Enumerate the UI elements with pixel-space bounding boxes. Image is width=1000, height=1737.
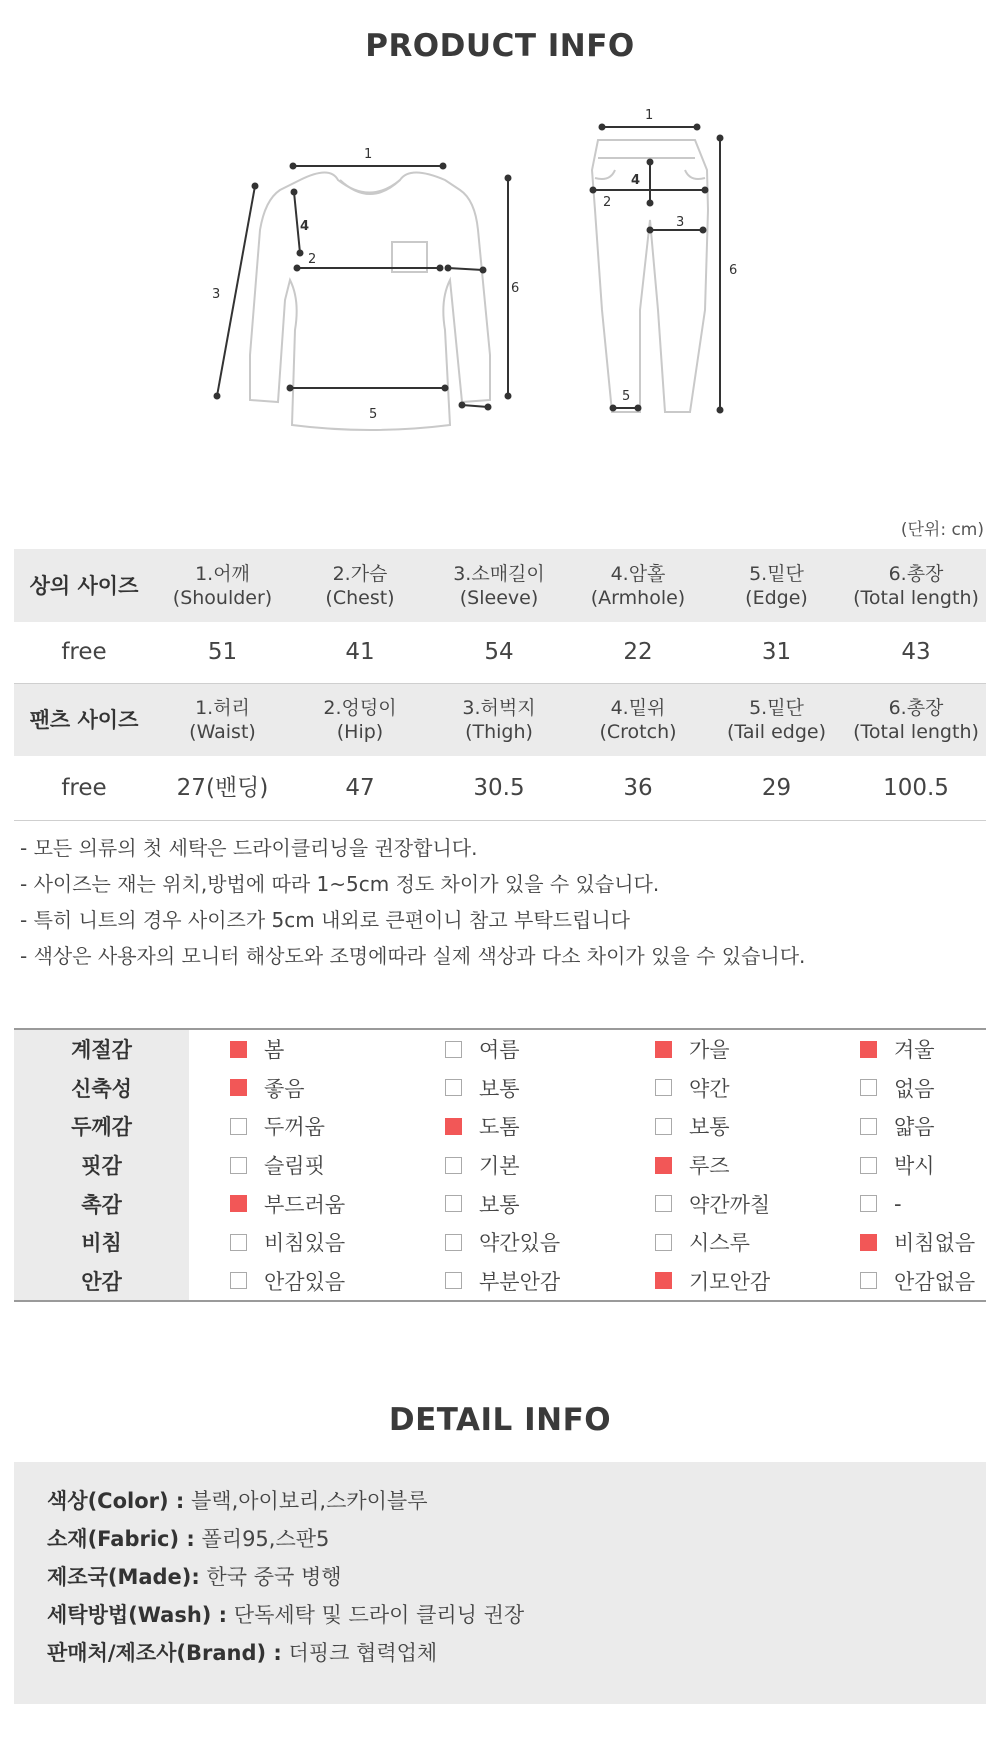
property-row bbox=[14, 1184, 986, 1223]
property-option bbox=[230, 1111, 325, 1141]
pants-value-cell: 30.5 bbox=[429, 756, 569, 820]
property-option bbox=[655, 1189, 770, 1219]
pants-col-header: 1.허리 (Waist) bbox=[154, 683, 291, 756]
pants-col-header: 6.총장 (Total length) bbox=[846, 683, 986, 756]
checked-box-icon bbox=[655, 1041, 672, 1058]
property-row bbox=[14, 1107, 986, 1146]
unchecked-box-icon bbox=[445, 1234, 462, 1251]
top-col-header: 4.암홀 (Armhole) bbox=[569, 549, 707, 622]
checked-box-icon bbox=[860, 1234, 877, 1251]
option-label: 안감있음 bbox=[264, 1269, 346, 1294]
unchecked-box-icon bbox=[655, 1234, 672, 1251]
note-line: - 모든 의류의 첫 세탁은 드라이클리닝을 권장합니다. bbox=[20, 836, 478, 860]
pants-value-cell: 29 bbox=[707, 756, 846, 820]
unchecked-box-icon bbox=[445, 1079, 462, 1096]
property-name: 두께감 bbox=[71, 1115, 132, 1140]
top-col-header: 6.총장 (Total length) bbox=[846, 549, 986, 622]
fabric-property-table bbox=[14, 1028, 986, 1302]
unchecked-box-icon bbox=[860, 1195, 877, 1212]
unchecked-box-icon bbox=[230, 1157, 247, 1174]
pants-col-header: 3.허벅지 (Thigh) bbox=[429, 683, 569, 756]
property-option bbox=[655, 1034, 730, 1064]
detail-info-title: DETAIL INFO bbox=[388, 1402, 612, 1438]
option-label: 보통 bbox=[479, 1076, 520, 1101]
property-option bbox=[230, 1227, 345, 1257]
pants-value-cell: 100.5 bbox=[846, 756, 986, 820]
option-label: 안감없음 bbox=[894, 1269, 976, 1294]
top-row-label: free bbox=[14, 622, 154, 683]
pants-row-label: free bbox=[14, 756, 154, 820]
unchecked-box-icon bbox=[655, 1118, 672, 1135]
size-measurement-diagram bbox=[0, 100, 1000, 480]
property-option bbox=[655, 1227, 750, 1257]
property-name: 신축성 bbox=[71, 1076, 132, 1101]
pants-label-5: 5 bbox=[622, 389, 631, 404]
property-name: 비침 bbox=[81, 1231, 122, 1256]
size-table bbox=[14, 549, 986, 821]
option-label: - bbox=[894, 1191, 902, 1216]
detail-row-made: 제조국(Made): 한국 중국 병행 bbox=[47, 1565, 342, 1589]
option-label: 없음 bbox=[894, 1076, 935, 1101]
note-line: - 사이즈는 재는 위치,방법에 따라 1~5cm 정도 차이가 있을 수 있습니다. bbox=[20, 872, 660, 896]
property-name: 안감 bbox=[81, 1269, 122, 1294]
checked-box-icon bbox=[230, 1195, 247, 1212]
option-label: 약간까칠 bbox=[689, 1192, 771, 1217]
top-col-header: 5.밑단 (Edge) bbox=[707, 549, 846, 622]
property-option bbox=[655, 1073, 730, 1103]
product-info-title: PRODUCT INFO bbox=[365, 28, 635, 64]
checked-box-icon bbox=[860, 1041, 877, 1058]
checked-box-icon bbox=[655, 1157, 672, 1174]
option-label: 여름 bbox=[479, 1038, 520, 1063]
unchecked-box-icon bbox=[445, 1272, 462, 1289]
option-label: 도톰 bbox=[479, 1115, 520, 1140]
option-label: 약간 bbox=[689, 1076, 730, 1101]
top-label-5: 5 bbox=[369, 407, 378, 422]
option-label: 가을 bbox=[689, 1038, 730, 1063]
top-value-cell: 22 bbox=[569, 622, 707, 683]
property-option bbox=[445, 1150, 520, 1180]
top-size-value-row bbox=[14, 622, 986, 683]
property-option bbox=[230, 1189, 345, 1219]
pants-label-4: 4 bbox=[631, 173, 641, 188]
unchecked-box-icon bbox=[860, 1272, 877, 1289]
pants-label-1: 1 bbox=[645, 108, 654, 123]
top-label-6: 6 bbox=[511, 281, 520, 296]
property-option bbox=[655, 1266, 770, 1296]
top-col-header: 3.소매길이 (Sleeve) bbox=[429, 549, 569, 622]
property-option bbox=[655, 1150, 730, 1180]
property-option bbox=[860, 1227, 975, 1257]
pants-value-cell: 27(밴딩) bbox=[154, 756, 291, 820]
option-label: 약간있음 bbox=[479, 1231, 561, 1256]
property-option bbox=[860, 1150, 935, 1180]
property-name: 계절감 bbox=[71, 1038, 132, 1063]
property-row bbox=[14, 1069, 986, 1108]
property-option bbox=[445, 1227, 560, 1257]
unchecked-box-icon bbox=[860, 1157, 877, 1174]
unchecked-box-icon bbox=[445, 1041, 462, 1058]
unchecked-box-icon bbox=[445, 1195, 462, 1212]
option-label: 슬림핏 bbox=[264, 1154, 325, 1179]
checked-box-icon bbox=[230, 1041, 247, 1058]
option-label: 얇음 bbox=[894, 1115, 935, 1140]
property-option bbox=[445, 1034, 520, 1064]
top-label-4: 4 bbox=[300, 219, 310, 234]
option-label: 좋음 bbox=[264, 1076, 305, 1101]
unchecked-box-icon bbox=[230, 1118, 247, 1135]
property-option bbox=[655, 1111, 730, 1141]
property-row bbox=[14, 1146, 986, 1185]
pants-label-3: 3 bbox=[676, 215, 685, 230]
option-label: 비침있음 bbox=[264, 1231, 346, 1256]
option-label: 시스루 bbox=[689, 1231, 750, 1256]
property-row bbox=[14, 1030, 986, 1069]
detail-info-box bbox=[14, 1462, 986, 1704]
option-label: 보통 bbox=[689, 1115, 730, 1140]
detail-row-brand: 판매처/제조사(Brand) : 더핑크 협력업체 bbox=[47, 1641, 438, 1665]
property-option bbox=[230, 1150, 325, 1180]
property-name: 핏감 bbox=[81, 1154, 122, 1179]
unchecked-box-icon bbox=[860, 1118, 877, 1135]
top-garment-outline bbox=[250, 173, 490, 431]
pants-col-header: 5.밑단 (Tail edge) bbox=[707, 683, 846, 756]
property-option bbox=[230, 1266, 345, 1296]
property-row bbox=[14, 1262, 986, 1301]
property-row bbox=[14, 1223, 986, 1262]
note-line: - 특히 니트의 경우 사이즈가 5cm 내외로 큰편이니 참고 부탁드립니다 bbox=[20, 908, 630, 932]
property-option bbox=[860, 1111, 935, 1141]
detail-row-fabric: 소재(Fabric) : 폴리95,스판5 bbox=[47, 1527, 330, 1551]
pants-size-header-row bbox=[14, 683, 986, 756]
property-option bbox=[230, 1073, 305, 1103]
property-option bbox=[860, 1073, 935, 1103]
pants-value-cell: 47 bbox=[291, 756, 429, 820]
unchecked-box-icon bbox=[445, 1157, 462, 1174]
checked-box-icon bbox=[445, 1118, 462, 1135]
care-notes bbox=[20, 830, 805, 974]
option-label: 두꺼움 bbox=[264, 1115, 325, 1140]
unchecked-box-icon bbox=[655, 1195, 672, 1212]
top-col-header: 1.어깨 (Shoulder) bbox=[154, 549, 291, 622]
top-size-header-row bbox=[14, 549, 986, 622]
option-label: 기본 bbox=[479, 1154, 520, 1179]
option-label: 겨울 bbox=[894, 1038, 935, 1063]
detail-row-color: 색상(Color) : 블랙,아이보리,스카이블루 bbox=[47, 1489, 428, 1513]
property-option bbox=[445, 1266, 560, 1296]
top-value-cell: 54 bbox=[429, 622, 569, 683]
pants-size-label: 팬츠 사이즈 bbox=[14, 683, 154, 756]
option-label: 루즈 bbox=[689, 1154, 730, 1179]
pants-label-2: 2 bbox=[603, 195, 612, 210]
unchecked-box-icon bbox=[655, 1079, 672, 1096]
top-value-cell: 31 bbox=[707, 622, 846, 683]
pants-label-6: 6 bbox=[729, 263, 738, 278]
property-option bbox=[860, 1192, 902, 1216]
note-line: - 색상은 사용자의 모니터 해상도와 조명에따라 실제 색상과 다소 차이가 있을 수 있습니다. bbox=[20, 944, 806, 968]
unchecked-box-icon bbox=[860, 1079, 877, 1096]
detail-row-wash: 세탁방법(Wash) : 단독세탁 및 드라이 클리닝 권장 bbox=[47, 1603, 525, 1627]
property-option bbox=[445, 1111, 520, 1141]
top-col-header: 2.가슴 (Chest) bbox=[291, 549, 429, 622]
checked-box-icon bbox=[230, 1079, 247, 1096]
top-value-cell: 43 bbox=[846, 622, 986, 683]
checked-box-icon bbox=[655, 1272, 672, 1289]
property-name: 촉감 bbox=[81, 1192, 122, 1217]
top-size-label: 상의 사이즈 bbox=[14, 549, 154, 622]
top-label-2: 2 bbox=[308, 252, 317, 267]
option-label: 보통 bbox=[479, 1192, 520, 1217]
pants-col-header: 2.엉덩이 (Hip) bbox=[291, 683, 429, 756]
property-option bbox=[860, 1034, 935, 1064]
option-label: 기모안감 bbox=[689, 1269, 771, 1294]
option-label: 부드러움 bbox=[264, 1192, 346, 1217]
property-option bbox=[445, 1189, 520, 1219]
property-option bbox=[230, 1034, 284, 1064]
option-label: 박시 bbox=[894, 1154, 935, 1179]
pants-size-value-row bbox=[14, 756, 986, 820]
option-label: 봄 bbox=[264, 1038, 285, 1063]
option-label: 비침없음 bbox=[894, 1231, 976, 1256]
property-option bbox=[445, 1073, 520, 1103]
unchecked-box-icon bbox=[230, 1234, 247, 1251]
property-option bbox=[860, 1266, 975, 1296]
pants-value-cell: 36 bbox=[569, 756, 707, 820]
pants-col-header: 4.밑위 (Crotch) bbox=[569, 683, 707, 756]
top-value-cell: 51 bbox=[154, 622, 291, 683]
top-value-cell: 41 bbox=[291, 622, 429, 683]
option-label: 부분안감 bbox=[479, 1269, 561, 1294]
top-label-1: 1 bbox=[364, 147, 373, 162]
top-label-3: 3 bbox=[212, 287, 221, 302]
unchecked-box-icon bbox=[230, 1272, 247, 1289]
unit-label: (단위: cm) bbox=[900, 520, 984, 540]
